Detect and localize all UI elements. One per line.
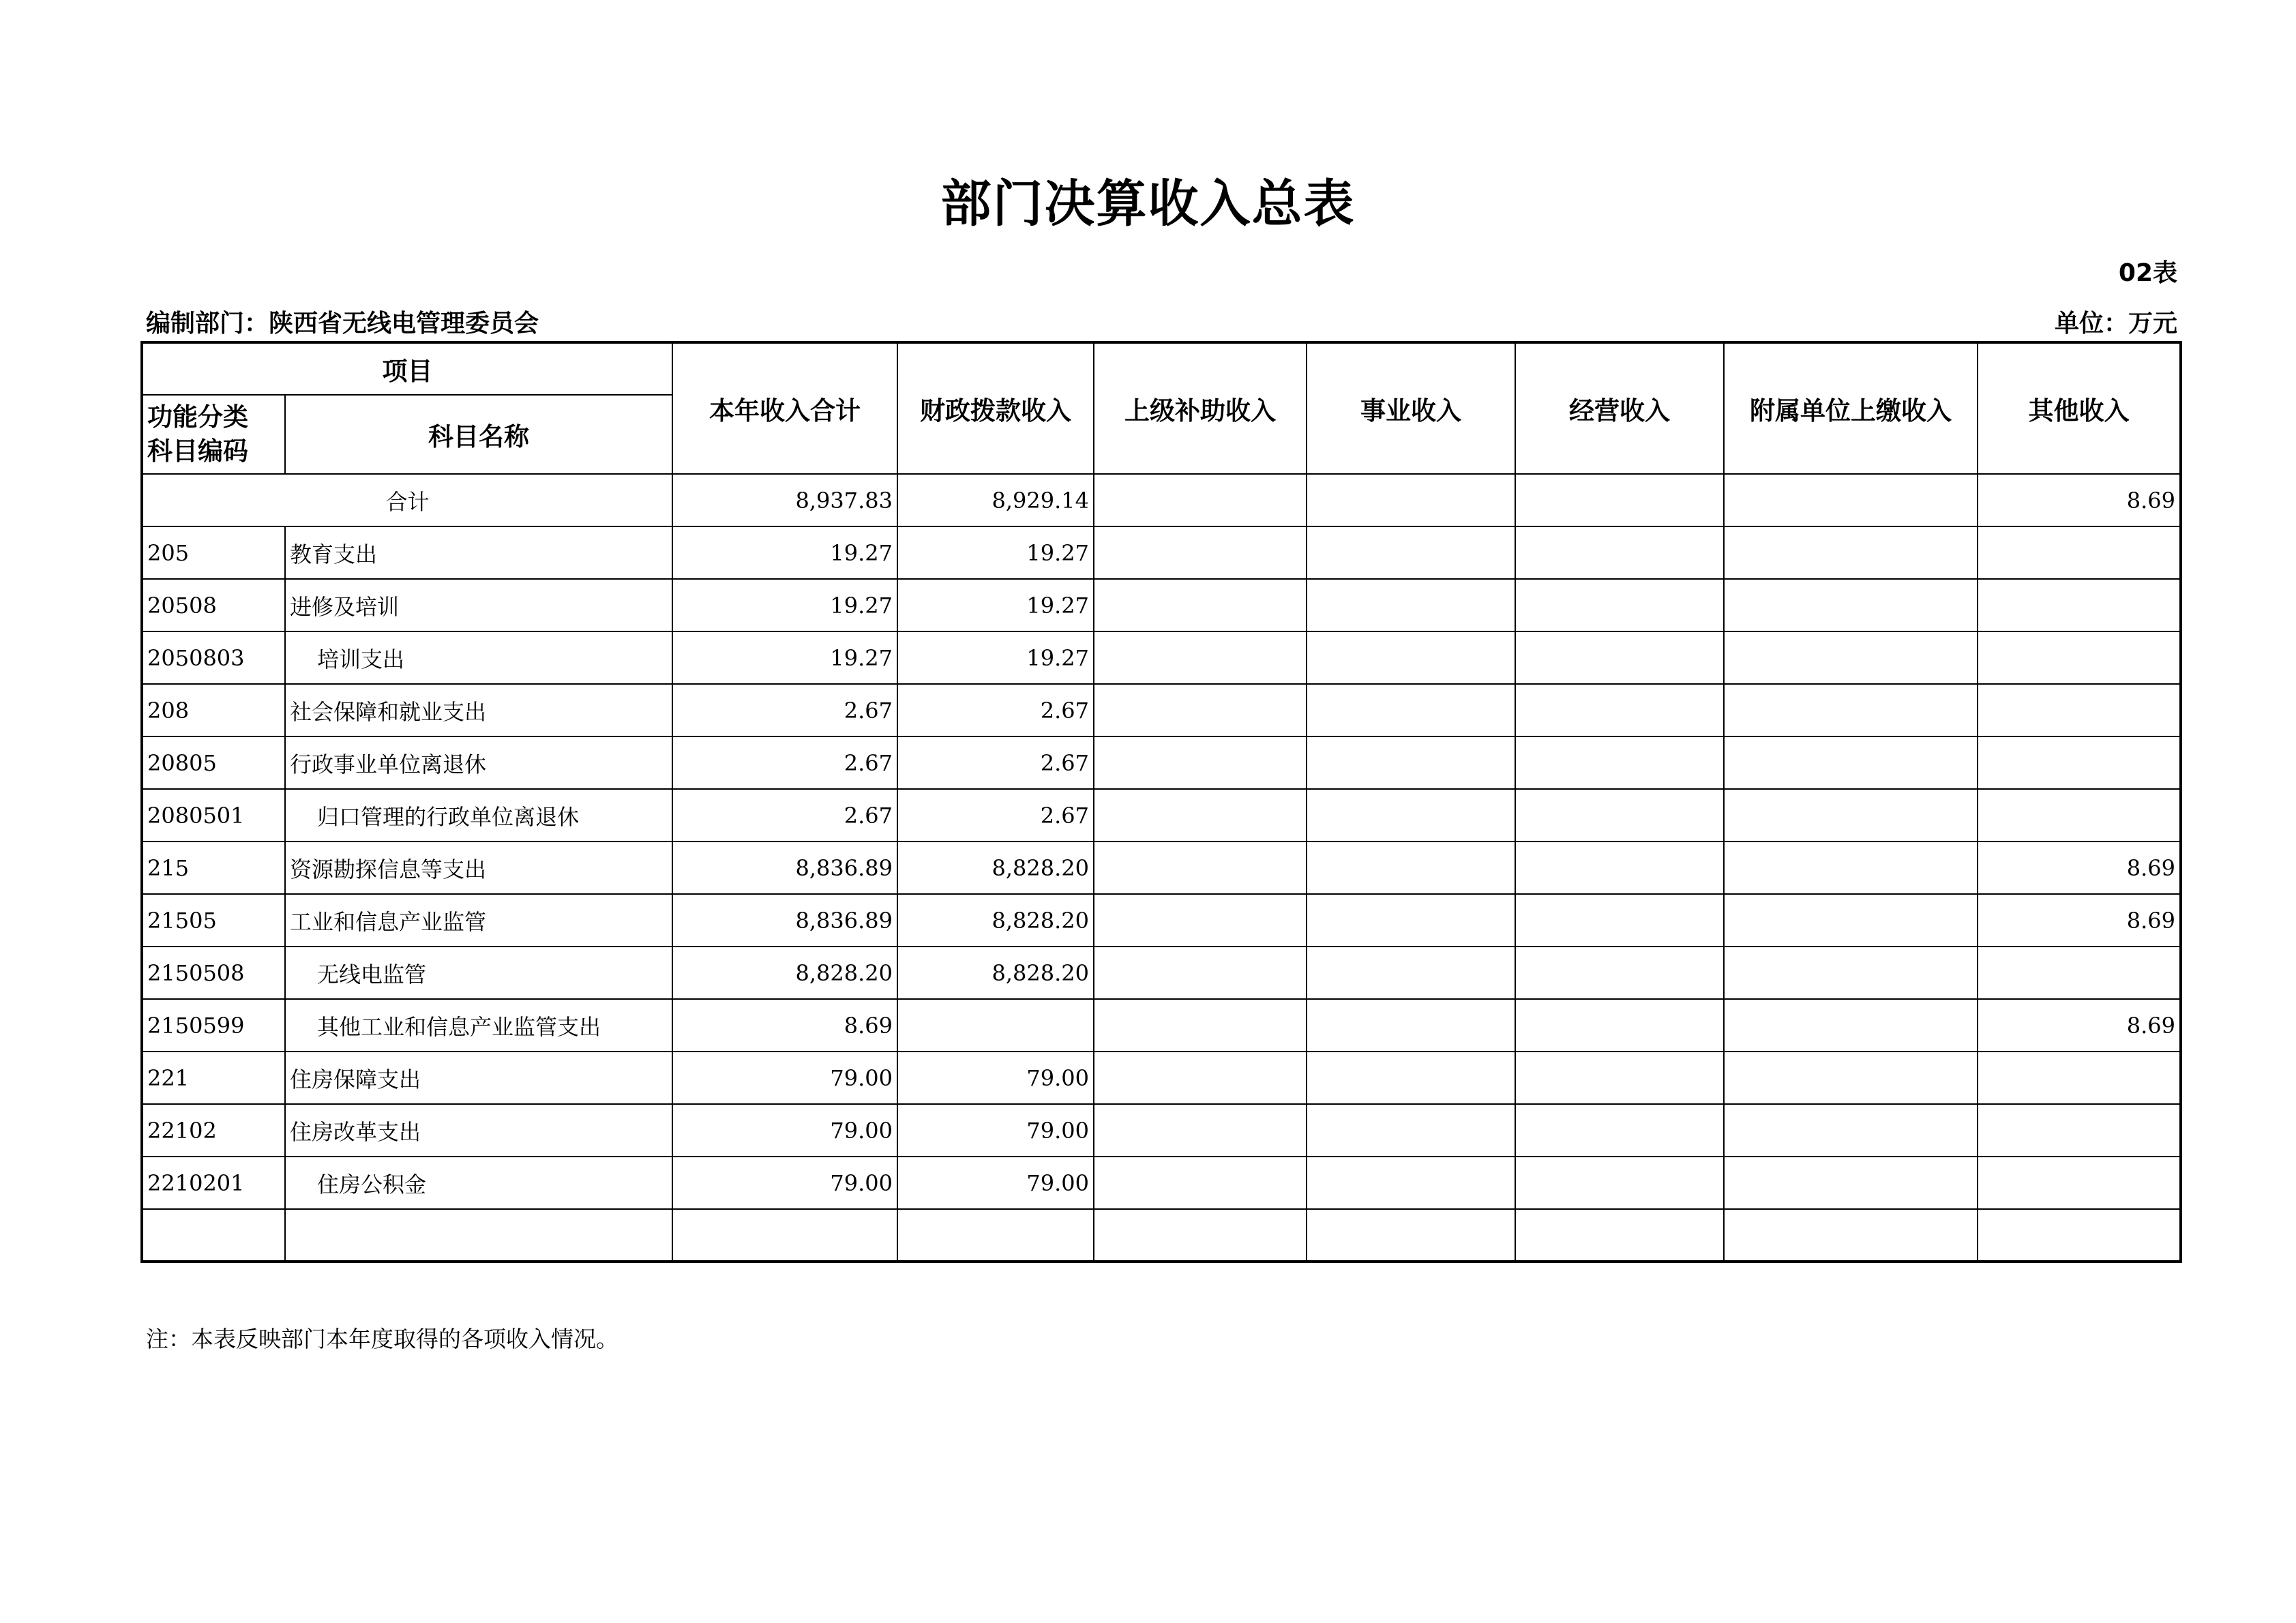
cell-fiscal: 79.00	[897, 1157, 1094, 1209]
cell-superior	[1094, 1209, 1307, 1262]
cell-name: 培训支出	[285, 631, 672, 684]
cell-superior	[1094, 999, 1307, 1052]
cell-fiscal	[897, 1209, 1094, 1262]
header-business: 经营收入	[1515, 342, 1724, 474]
cell-career	[1307, 842, 1515, 894]
cell-other	[1978, 631, 2181, 684]
cell-career	[1307, 684, 1515, 736]
cell-career	[1307, 526, 1515, 579]
header-name: 科目名称	[285, 395, 672, 474]
cell-superior	[1094, 736, 1307, 789]
total-career	[1307, 474, 1515, 526]
cell-other	[1978, 579, 2181, 631]
cell-fiscal	[897, 999, 1094, 1052]
table-row	[142, 1157, 2181, 1209]
cell-name: 归口管理的行政单位离退休	[285, 789, 672, 842]
cell-code: 21505	[142, 894, 285, 947]
table-row	[142, 999, 2181, 1052]
header-code: 功能分类 科目编码	[142, 395, 285, 474]
cell-affiliated	[1724, 631, 1978, 684]
table-row	[142, 789, 2181, 842]
table-row	[142, 579, 2181, 631]
cell-career	[1307, 999, 1515, 1052]
cell-affiliated	[1724, 1157, 1978, 1209]
table-row	[142, 631, 2181, 684]
cell-business	[1515, 631, 1724, 684]
cell-other	[1978, 1157, 2181, 1209]
cell-other	[1978, 1209, 2181, 1262]
cell-other: 8.69	[1978, 894, 2181, 947]
cell-other: 8.69	[1978, 999, 2181, 1052]
cell-fiscal: 2.67	[897, 736, 1094, 789]
cell-career	[1307, 579, 1515, 631]
cell-affiliated	[1724, 999, 1978, 1052]
header-fiscal: 财政拨款收入	[897, 342, 1094, 474]
table-row	[142, 526, 2181, 579]
cell-other	[1978, 1104, 2181, 1157]
cell-affiliated	[1724, 894, 1978, 947]
table-row	[142, 842, 2181, 894]
total-row	[142, 474, 2181, 526]
cell-total: 19.27	[672, 631, 897, 684]
cell-other	[1978, 526, 2181, 579]
cell-career	[1307, 631, 1515, 684]
cell-business	[1515, 736, 1724, 789]
cell-name: 教育支出	[285, 526, 672, 579]
cell-name: 资源勘探信息等支出	[285, 842, 672, 894]
cell-business	[1515, 894, 1724, 947]
cell-fiscal: 19.27	[897, 631, 1094, 684]
cell-affiliated	[1724, 1052, 1978, 1104]
cell-business	[1515, 1052, 1724, 1104]
table-row	[142, 684, 2181, 736]
header-other: 其他收入	[1978, 342, 2181, 474]
cell-career	[1307, 947, 1515, 999]
cell-superior	[1094, 1104, 1307, 1157]
cell-superior	[1094, 894, 1307, 947]
cell-affiliated	[1724, 736, 1978, 789]
table-row	[142, 947, 2181, 999]
cell-superior	[1094, 789, 1307, 842]
cell-name: 其他工业和信息产业监管支出	[285, 999, 672, 1052]
cell-name	[285, 1209, 672, 1262]
header-affiliated: 附属单位上缴收入	[1724, 342, 1978, 474]
cell-other	[1978, 947, 2181, 999]
cell-career	[1307, 789, 1515, 842]
header-superior: 上级补助收入	[1094, 342, 1307, 474]
cell-career	[1307, 736, 1515, 789]
cell-name: 住房公积金	[285, 1157, 672, 1209]
cell-business	[1515, 789, 1724, 842]
cell-total: 8,836.89	[672, 842, 897, 894]
cell-superior	[1094, 526, 1307, 579]
cell-name: 住房保障支出	[285, 1052, 672, 1104]
cell-code: 2050803	[142, 631, 285, 684]
cell-name: 进修及培训	[285, 579, 672, 631]
cell-other	[1978, 684, 2181, 736]
cell-superior	[1094, 947, 1307, 999]
cell-code	[142, 1209, 285, 1262]
organization-label: 编制部门：陕西省无线电管理委员会	[146, 310, 539, 338]
cell-affiliated	[1724, 1209, 1978, 1262]
cell-business	[1515, 947, 1724, 999]
table-row	[142, 1104, 2181, 1157]
total-business	[1515, 474, 1724, 526]
header-row-1	[142, 342, 2181, 395]
cell-code: 20805	[142, 736, 285, 789]
table-row	[142, 1209, 2181, 1262]
cell-superior	[1094, 1052, 1307, 1104]
cell-superior	[1094, 631, 1307, 684]
cell-total: 19.27	[672, 579, 897, 631]
total-affiliated	[1724, 474, 1978, 526]
cell-superior	[1094, 579, 1307, 631]
cell-business	[1515, 842, 1724, 894]
cell-code: 208	[142, 684, 285, 736]
cell-total: 19.27	[672, 526, 897, 579]
total-superior	[1094, 474, 1307, 526]
cell-affiliated	[1724, 842, 1978, 894]
cell-fiscal: 79.00	[897, 1104, 1094, 1157]
cell-career	[1307, 1104, 1515, 1157]
cell-business	[1515, 1157, 1724, 1209]
cell-code: 215	[142, 842, 285, 894]
cell-total: 79.00	[672, 1052, 897, 1104]
total-total: 8,937.83	[672, 474, 897, 526]
cell-total: 8,828.20	[672, 947, 897, 999]
income-summary-table	[140, 341, 2182, 1263]
cell-superior	[1094, 1157, 1307, 1209]
cell-other	[1978, 789, 2181, 842]
cell-name: 住房改革支出	[285, 1104, 672, 1157]
cell-superior	[1094, 684, 1307, 736]
cell-business	[1515, 579, 1724, 631]
cell-business	[1515, 999, 1724, 1052]
cell-career	[1307, 1052, 1515, 1104]
footnote: 注：本表反映部门本年度取得的各项收入情况。	[146, 1326, 618, 1352]
table-row	[142, 736, 2181, 789]
table-row	[142, 894, 2181, 947]
cell-other	[1978, 736, 2181, 789]
cell-business	[1515, 684, 1724, 736]
total-fiscal: 8,929.14	[897, 474, 1094, 526]
cell-career	[1307, 1157, 1515, 1209]
cell-affiliated	[1724, 579, 1978, 631]
cell-fiscal: 8,828.20	[897, 947, 1094, 999]
cell-name: 工业和信息产业监管	[285, 894, 672, 947]
total-label: 合计	[142, 474, 672, 526]
cell-total: 8.69	[672, 999, 897, 1052]
cell-superior	[1094, 842, 1307, 894]
header-career: 事业收入	[1307, 342, 1515, 474]
cell-name: 社会保障和就业支出	[285, 684, 672, 736]
cell-career	[1307, 1209, 1515, 1262]
cell-code: 20508	[142, 579, 285, 631]
cell-code: 221	[142, 1052, 285, 1104]
unit-label: 单位：万元	[2054, 310, 2177, 338]
cell-code: 2210201	[142, 1157, 285, 1209]
cell-code: 22102	[142, 1104, 285, 1157]
cell-affiliated	[1724, 947, 1978, 999]
cell-fiscal: 79.00	[897, 1052, 1094, 1104]
cell-total: 2.67	[672, 736, 897, 789]
cell-business	[1515, 1104, 1724, 1157]
table-number: 02表	[2118, 259, 2177, 287]
cell-career	[1307, 894, 1515, 947]
header-item: 项目	[142, 342, 672, 395]
cell-code: 205	[142, 526, 285, 579]
cell-fiscal: 8,828.20	[897, 894, 1094, 947]
cell-total: 2.67	[672, 684, 897, 736]
cell-total	[672, 1209, 897, 1262]
cell-fiscal: 2.67	[897, 789, 1094, 842]
header-total: 本年收入合计	[672, 342, 897, 474]
cell-fiscal: 2.67	[897, 684, 1094, 736]
cell-total: 2.67	[672, 789, 897, 842]
cell-code: 2080501	[142, 789, 285, 842]
cell-total: 79.00	[672, 1104, 897, 1157]
cell-total: 8,836.89	[672, 894, 897, 947]
cell-total: 79.00	[672, 1157, 897, 1209]
cell-fiscal: 19.27	[897, 579, 1094, 631]
cell-code: 2150599	[142, 999, 285, 1052]
cell-name: 无线电监管	[285, 947, 672, 999]
cell-affiliated	[1724, 684, 1978, 736]
cell-business	[1515, 1209, 1724, 1262]
table-row	[142, 1052, 2181, 1104]
cell-other: 8.69	[1978, 842, 2181, 894]
page-title: 部门决算收入总表	[940, 175, 1356, 233]
cell-business	[1515, 526, 1724, 579]
cell-affiliated	[1724, 1104, 1978, 1157]
cell-name: 行政事业单位离退休	[285, 736, 672, 789]
cell-fiscal: 8,828.20	[897, 842, 1094, 894]
cell-fiscal: 19.27	[897, 526, 1094, 579]
cell-other	[1978, 1052, 2181, 1104]
total-other: 8.69	[1978, 474, 2181, 526]
cell-affiliated	[1724, 789, 1978, 842]
cell-affiliated	[1724, 526, 1978, 579]
cell-code: 2150508	[142, 947, 285, 999]
